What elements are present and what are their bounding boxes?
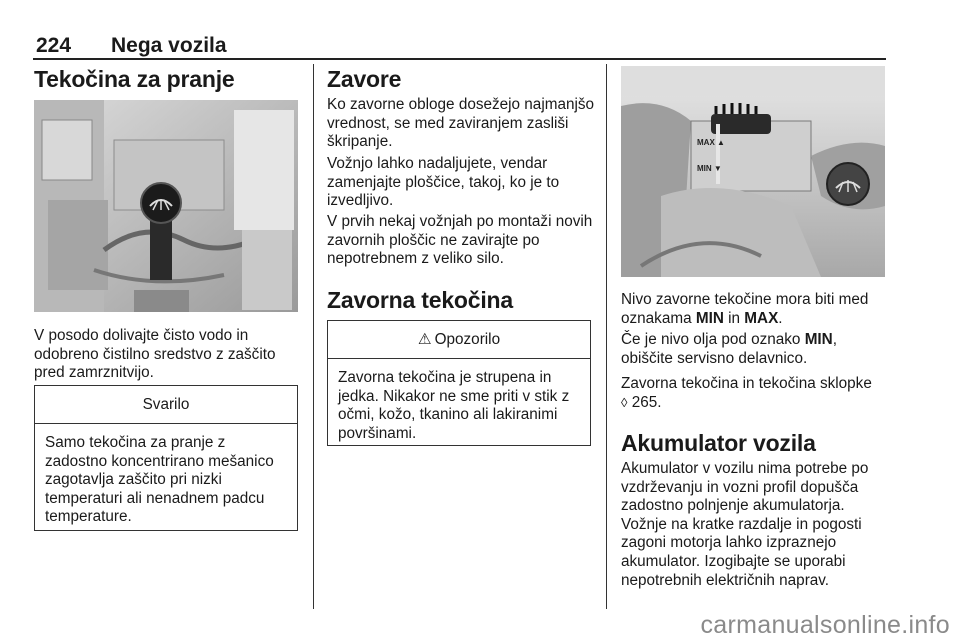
page-number: 224	[36, 34, 72, 57]
warning-text: Zavorna tekočina je strupena in jedka. Nikakor ne sme priti v stik z očmi, kožo, tkanino ali lakiranimi površinami.	[338, 369, 570, 442]
column-divider-2	[606, 64, 607, 609]
page-reference-link[interactable]: 265.	[631, 393, 662, 411]
notice-text: Samo tekočina za pranje z zadostno koncentrirano mešanico zagotavlja zaščito pri nizki temperaturi ali nenadnem padcu temperature.	[45, 434, 274, 526]
watermark: carmanualsonline.info	[700, 611, 950, 639]
brakes-paragraph-3: V prvih nekaj vožnjah po montaži novih zavornih ploščic ne zavirajte po nepotrebnem z veliko silo.	[327, 213, 593, 268]
max-label: MAX	[744, 309, 779, 327]
low-level-paragraph: Če je nivo olja pod oznako MIN, obiščite servisno delavnico.	[621, 331, 837, 367]
brakes-heading: Zavore	[327, 66, 402, 92]
battery-heading: Akumulator vozila	[621, 430, 816, 456]
brake-level-paragraph: Nivo zavorne tekočine mora biti med oznakama MIN in MAX.	[621, 291, 869, 327]
brakes-paragraph-2: Vožnjo lahko nadaljujete, vendar zamenjajte ploščice, takoj, ko je to izvedljivo.	[327, 155, 560, 210]
battery-paragraph: Akumulator v vozilu nima potrebe po vzdrževanju in vozni profil dopušča zadostno polnjenje akumulatorja. Vožnje na kratke razdalje in pogosti zagoni motorja lahko izpraznejo akumulator. Izogibajte se uporabi nepotrebnih električnih naprav.	[621, 460, 869, 589]
max-mark-label: MAX ▲	[697, 138, 725, 147]
washer-fluid-text: V posodo dolivajte čisto vodo in odobreno čistilno sredstvo z zaščito pred zamrznitvijo.	[34, 327, 276, 382]
notice-title: Svarilo	[35, 386, 297, 424]
brake-reservoir-photo	[621, 66, 885, 277]
warning-box	[327, 320, 591, 446]
column-divider-1	[313, 64, 314, 609]
notice-box	[34, 385, 298, 531]
clutch-fluid-paragraph: Zavorna tekočina in tekočina sklopke ◊ 265.	[621, 375, 872, 411]
washer-reservoir-photo	[34, 100, 298, 312]
header-rule	[33, 58, 886, 60]
brake-fluid-heading: Zavorna tekočina	[327, 287, 513, 313]
min-mark-label: MIN ▼	[697, 164, 722, 173]
washer-fluid-heading: Tekočina za pranje	[34, 66, 235, 92]
brakes-paragraph-1: Ko zavorne obloge dosežejo najmanjšo vrednost, se med zaviranjem zasliši škripanje.	[327, 96, 595, 151]
warning-title: Opozorilo	[434, 330, 501, 348]
min-label: MIN	[695, 309, 724, 327]
page-reference-icon: ◊	[621, 394, 628, 410]
warning-icon: ⚠	[417, 331, 432, 348]
chapter-title: Nega vozila	[111, 34, 227, 57]
min-label-2: MIN	[804, 331, 833, 348]
